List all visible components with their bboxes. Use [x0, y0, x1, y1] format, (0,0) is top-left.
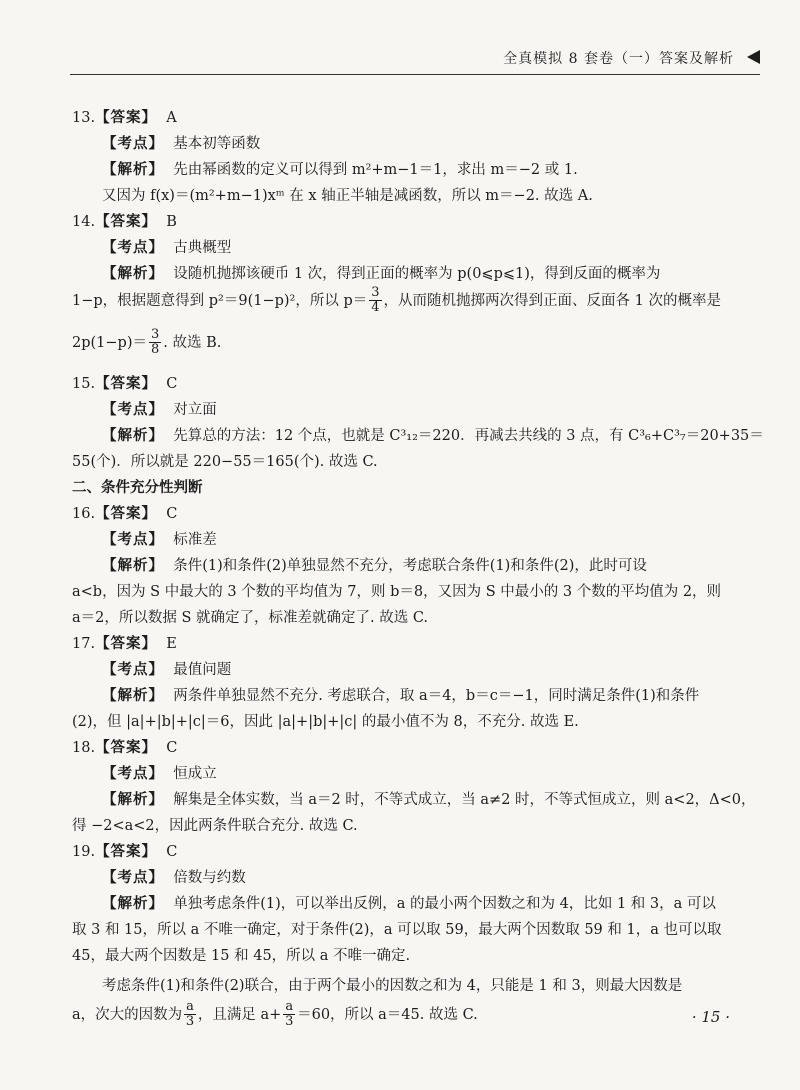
q19-topic-line	[102, 866, 246, 887]
q19-analysis-cont4	[72, 1000, 478, 1030]
analysis-label: 【解析】	[102, 266, 164, 282]
analysis-label: 【解析】	[102, 896, 164, 912]
question-number: 13.	[72, 110, 96, 126]
q14-analysis-line	[102, 262, 660, 283]
answer-value: A	[166, 110, 177, 126]
topic-value: 标准差	[173, 532, 217, 548]
fraction-denominator: 8	[150, 342, 160, 358]
q17-analysis-line	[102, 684, 699, 705]
answer-value: C	[166, 376, 178, 392]
analysis-label: 【解析】	[102, 792, 164, 808]
question-number: 17.	[72, 636, 96, 652]
section-heading: 二、条件充分性判断	[72, 480, 203, 496]
answer-label: 【答案】	[95, 376, 158, 392]
question-number: 16.	[72, 506, 96, 522]
analysis-text: ，从而随机抛掷两次得到正面、反面各 1 次的概率是	[383, 292, 721, 309]
q16-analysis-line	[102, 554, 647, 575]
analysis-label: 【解析】	[102, 162, 164, 178]
topic-label: 【考点】	[102, 662, 164, 678]
topic-value: 基本初等函数	[173, 136, 261, 152]
triangle-marker-icon	[747, 50, 760, 64]
q16-topic-line	[102, 528, 217, 549]
header-rule	[70, 74, 760, 75]
q19-answer-line	[72, 840, 177, 861]
topic-value: 古典概型	[173, 240, 232, 256]
fraction-denominator: 3	[285, 1014, 294, 1030]
analysis-text: 先由幂函数的定义可以得到 m²+m−1＝1，求出 m＝−2 或 1.	[173, 162, 578, 178]
analysis-label: 【解析】	[102, 428, 164, 444]
analysis-text: a，次大的因数为	[72, 1006, 183, 1023]
q18-answer-line	[72, 736, 177, 757]
analysis-text: 1−p，根据题意得到 p²＝9(1−p)²，所以 p＝	[72, 292, 368, 309]
fraction	[283, 1000, 295, 1030]
topic-label: 【考点】	[102, 870, 164, 886]
analysis-label: 【解析】	[102, 558, 164, 574]
question-number: 19.	[72, 844, 96, 860]
q19-analysis-cont3: 考虑条件(1)和条件(2)联合，由于两个最小的因数之和为 4，只能是 1 和 3，则最大因数是	[102, 978, 683, 994]
q13-analysis-line	[102, 158, 578, 179]
q19-analysis-cont: 取 3 和 15，所以 a 不唯一确定，对于条件(2)，a 可以取 59，最大两个因数取 59 和 1，a 也可以取	[72, 922, 722, 938]
q18-analysis-cont: 得 −2<a<2，因此两条件联合充分. 故选 C.	[72, 818, 358, 834]
q13-answer-line	[72, 106, 177, 127]
topic-value: 最值问题	[173, 662, 232, 678]
fraction-denominator: 3	[185, 1014, 195, 1030]
q15-analysis-cont: 55(个)．所以就是 220−55＝165(个). 故选 C.	[72, 454, 378, 470]
fraction-numerator: a	[285, 999, 294, 1014]
topic-label: 【考点】	[102, 402, 164, 418]
q13-topic-line	[102, 132, 260, 153]
answer-value: C	[166, 740, 178, 756]
answer-label: 【答案】	[95, 214, 158, 230]
fraction	[369, 286, 381, 316]
analysis-text: ，且满足 a+	[197, 1006, 282, 1023]
answer-label: 【答案】	[95, 844, 158, 860]
topic-label: 【考点】	[102, 532, 164, 548]
answer-label: 【答案】	[95, 110, 158, 126]
analysis-text: . 故选 B.	[163, 334, 222, 351]
analysis-text: 解集是全体实数，当 a＝2 时，不等式成立，当 a≠2 时，不等式恒成立，则 a<2，Δ<0，	[173, 792, 756, 808]
q18-analysis-line	[102, 788, 756, 809]
topic-label: 【考点】	[102, 240, 164, 256]
fraction-numerator: 3	[371, 285, 380, 300]
fraction-numerator: a	[186, 999, 194, 1014]
analysis-text: 设随机抛掷该硬币 1 次，得到正面的概率为 p(0⩽p⩽1)，得到反面的概率为	[173, 266, 661, 282]
fraction	[184, 1000, 196, 1030]
q14-topic-line	[102, 236, 231, 257]
q18-topic-line	[102, 762, 217, 783]
q16-analysis-cont2: a＝2，所以数据 S 就确定了，标准差就确定了. 故选 C.	[72, 610, 429, 626]
topic-value: 对立面	[173, 402, 217, 418]
answer-value: B	[166, 214, 177, 230]
topic-value: 倍数与约数	[173, 870, 246, 886]
q17-answer-line	[72, 632, 177, 653]
analysis-text: 先算总的方法：12 个点，也就是 C³₁₂＝220．再减去共线的 3 点，有 C³₆+C³₇＝20+35＝	[173, 428, 764, 444]
q13-analysis-cont: 又因为 f(x)＝(m²+m−1)xᵐ 在 x 轴正半轴是减函数，所以 m＝−2. 故选 A.	[102, 188, 593, 204]
topic-label: 【考点】	[102, 766, 164, 782]
fraction-numerator: 3	[150, 327, 160, 342]
q15-analysis-line	[102, 424, 764, 445]
q17-analysis-cont: (2)，但 |a|+|b|+|c|＝6，因此 |a|+|b|+|c| 的最小值不为 8，不充分. 故选 E.	[72, 714, 579, 730]
analysis-label: 【解析】	[102, 688, 164, 704]
fraction-denominator: 4	[371, 300, 380, 316]
q14-analysis-cont2	[72, 328, 221, 358]
answer-label: 【答案】	[95, 636, 158, 652]
analysis-text: 2p(1−p)＝	[72, 334, 147, 351]
q15-topic-line	[102, 398, 217, 419]
q19-analysis-line	[102, 892, 716, 913]
q14-answer-line	[72, 210, 177, 231]
running-header	[70, 46, 760, 70]
topic-label: 【考点】	[102, 136, 164, 152]
topic-value: 恒成立	[173, 766, 217, 782]
question-number: 18.	[72, 740, 96, 756]
answer-value: C	[166, 506, 178, 522]
q16-analysis-cont: a<b，因为 S 中最大的 3 个数的平均值为 7，则 b＝8，又因为 S 中最小的 3 个数的平均值为 2，则	[72, 584, 722, 600]
q17-topic-line	[102, 658, 231, 679]
page-number: · 15 ·	[691, 1008, 730, 1026]
answer-value: E	[166, 636, 177, 652]
analysis-text: ＝60，所以 a＝45. 故选 C.	[297, 1006, 478, 1023]
analysis-text: 两条件单独显然不充分. 考虑联合，取 a＝4，b＝c＝−1，同时满足条件(1)和条件	[173, 688, 700, 704]
q14-analysis-cont	[72, 286, 721, 316]
answer-value: C	[166, 844, 178, 860]
question-number: 15.	[72, 376, 96, 392]
answer-label: 【答案】	[95, 506, 158, 522]
q15-answer-line	[72, 372, 177, 393]
header-title: 全真模拟 8 套卷（一）答案及解析	[503, 51, 734, 67]
q16-answer-line	[72, 502, 177, 523]
analysis-text: 条件(1)和条件(2)单独显然不充分，考虑联合条件(1)和条件(2)，此时可设	[173, 558, 647, 574]
question-number: 14.	[72, 214, 96, 230]
analysis-text: 单独考虑条件(1)，可以举出反例，a 的最小两个因数之和为 4，比如 1 和 3，a 可以	[173, 896, 716, 912]
answer-label: 【答案】	[95, 740, 158, 756]
q19-analysis-cont2: 45，最大两个因数是 15 和 45，所以 a 不唯一确定.	[72, 948, 411, 964]
fraction	[149, 328, 161, 358]
